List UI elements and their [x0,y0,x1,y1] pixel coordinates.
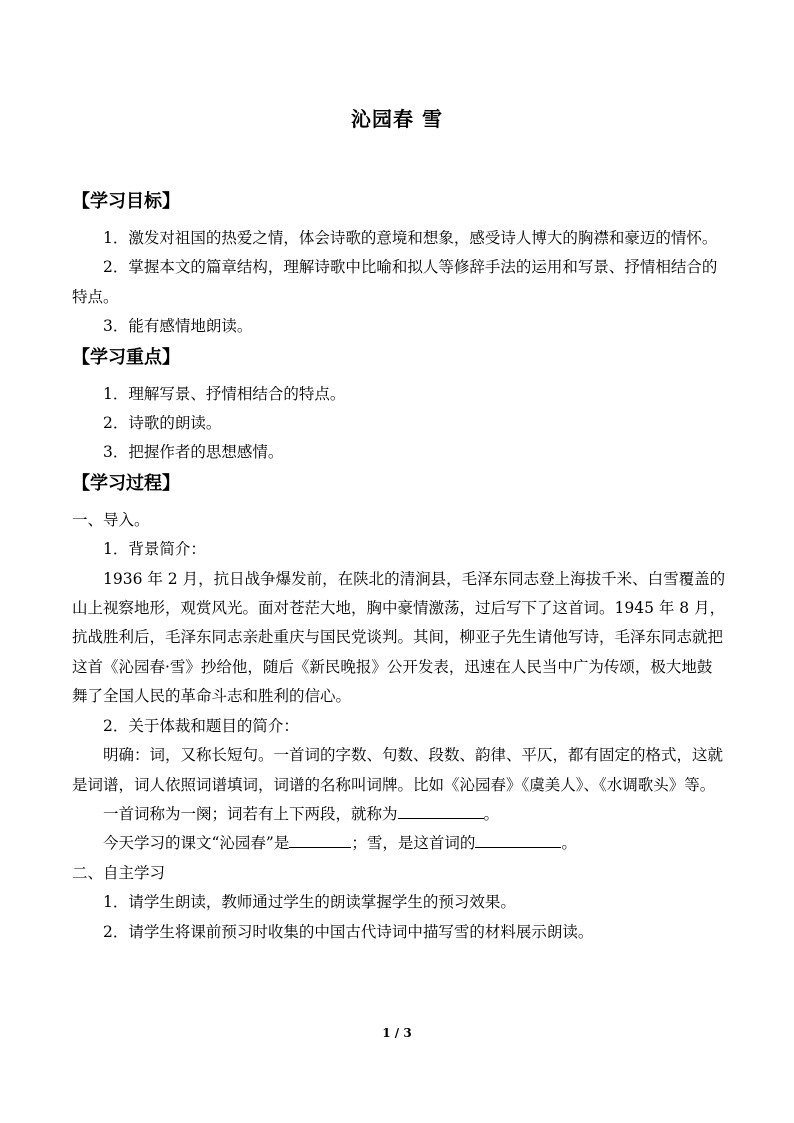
sub-heading-background: 1．背景简介： [103,540,206,559]
answer-blank[interactable] [289,833,351,848]
goal-item: 2．掌握本文的篇章结构，理解诗歌中比喻和拟人等修辞手法的运用和写景、抒情相结合的特点。 [72,258,718,306]
background-paragraph: 1936 年 2 月，抗日战争爆发前，在陕北的清涧县，毛泽东同志登上海拔千米、白雪覆盖的山上视察地形，观赏风光。面对苍茫大地，胸中豪情激荡，过后写下了这首词。1945 年 8 月，抗战胜利后，毛泽东同志亲赴重庆与国民党谈判。其间，柳亚子先生请他写诗，毛泽东同志就把这首《沁园春·雪》抄给他，随后《新民晚报》公开发表，迅速在人民当中广为传颂，极大地鼓舞了全国人民的革命斗志和胜利的信心。 [72,569,726,706]
document-body [72,186,727,947]
self-study-item: 1．请学生朗读，教师通过学生的朗读掌握学生的预习效果。 [103,893,516,912]
fill-text: 今天学习的课文“沁园春”是 [103,834,290,853]
fill-text: 。 [483,804,500,823]
part-heading-self-study: 二、自主学习 [72,863,166,882]
section-heading-focus: 【学习重点】 [72,346,180,368]
fill-blank-line-2 [72,829,727,858]
fill-text: 一首词称为一阕；词若有上下两段，就称为 [103,804,398,823]
sub-heading-genre: 2．关于体裁和题目的简介： [103,716,299,735]
goal-item: 1．激发对祖国的热爱之情，体会诗歌的意境和想象，感受诗人博大的胸襟和豪迈的情怀。 [103,229,718,247]
answer-blank[interactable] [475,833,561,848]
section-heading-process: 【学习过程】 [72,472,180,494]
section-heading-goals: 【学习目标】 [72,191,180,212]
part-heading-intro: 一、导入。 [72,510,150,529]
page-number: 1 / 3 [382,1026,412,1040]
focus-item: 3．把握作者的思想感情。 [103,443,284,462]
page-title: 沁园春 雪 [351,107,443,131]
fill-blank-line-1 [72,800,727,829]
self-study-item: 2．请学生将课前预习时收集的中国古代诗词中描写雪的材料展示朗读。 [103,922,594,941]
fill-text: ；雪，是这首词的 [351,834,476,853]
focus-item: 1．理解写景、抒情相结合的特点。 [103,384,346,403]
answer-blank[interactable] [398,804,484,819]
focus-item: 2．诗歌的朗读。 [103,414,222,433]
goal-item: 3．能有感情地朗读。 [103,317,253,336]
fill-text: 。 [561,834,577,853]
explain-paragraph: 明确：词，又称长短句。一首词的字数、句数、段数、韵律、平仄，都有固定的格式，这就是词谱，词人依照词谱填词，词谱的名称叫词牌。比如《沁园春》《虞美人》、《水调歌头》等。 [72,746,724,794]
